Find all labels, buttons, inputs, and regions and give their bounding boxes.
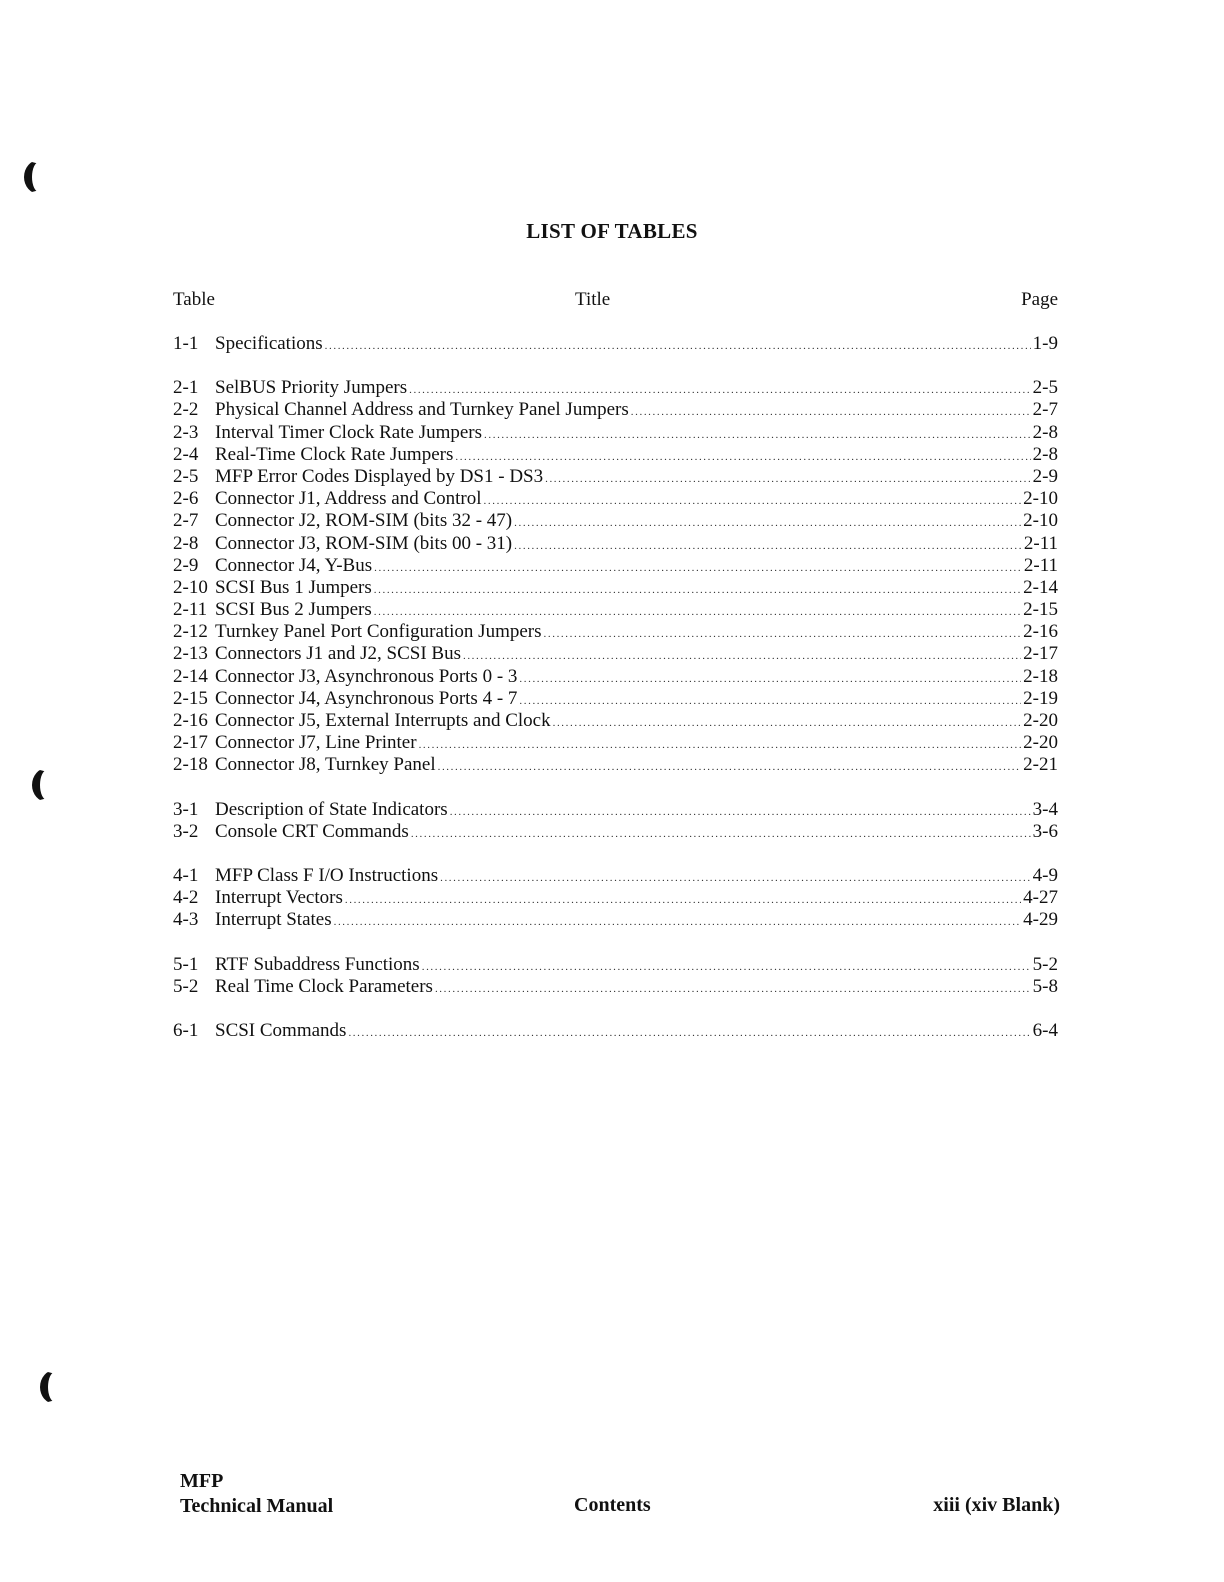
table-number: 5-2	[173, 975, 199, 997]
table-title: Connector J3, ROM-SIM (bits 00 - 31)	[215, 532, 513, 554]
table-number: 2-18	[173, 754, 208, 776]
table-title: SelBUS Priority Jumpers	[215, 377, 408, 399]
column-header-title: Title	[575, 289, 611, 310]
table-number: 2-5	[173, 465, 199, 487]
table-page: 2-11	[1023, 532, 1058, 554]
table-title: SCSI Bus 1 Jumpers	[215, 576, 372, 598]
table-number: 2-10	[173, 576, 208, 598]
dot-leader	[438, 756, 1022, 778]
table-page: 6-4	[1032, 1019, 1058, 1041]
table-title: Connector J8, Turnkey Panel	[215, 754, 436, 776]
table-page: 2-9	[1032, 465, 1058, 487]
toc-group	[173, 799, 1058, 843]
list-item	[173, 954, 1058, 976]
table-number: 2-2	[173, 399, 199, 421]
list-item	[173, 821, 1058, 843]
table-number: 3-2	[173, 820, 199, 842]
list-item	[173, 710, 1058, 732]
table-number: 4-1	[173, 864, 199, 886]
table-page: 2-17	[1023, 643, 1058, 665]
table-number: 2-16	[173, 710, 208, 731]
binder-hole-mark	[24, 160, 54, 194]
table-page: 2-5	[1032, 377, 1058, 399]
table-number: 2-3	[173, 421, 199, 443]
table-title: Connector J4, Y-Bus	[215, 554, 373, 576]
table-number: 2-13	[173, 643, 208, 665]
list-item	[173, 399, 1058, 421]
table-number: 2-6	[173, 488, 199, 510]
table-title: Connector J7, Line Printer	[215, 732, 417, 754]
table-title: Turnkey Panel Port Configuration Jumpers	[215, 621, 542, 643]
table-title: Interrupt Vectors	[215, 887, 343, 909]
table-list	[173, 333, 1058, 1064]
table-number: 3-1	[173, 798, 199, 820]
table-number: 2-11	[173, 599, 208, 621]
table-title: Interrupt States	[215, 909, 332, 931]
footer-product: MFP	[180, 1470, 224, 1492]
table-number: 2-4	[173, 443, 199, 465]
table-number: 2-15	[173, 687, 208, 709]
dot-leader	[484, 424, 1031, 446]
toc-group	[173, 1020, 1058, 1042]
toc-group	[173, 377, 1058, 776]
list-item	[173, 799, 1058, 821]
toc-group	[173, 333, 1058, 355]
table-title: Connector J5, External Interrupts and Clock	[215, 710, 551, 731]
table-title: RTF Subaddress Functions	[215, 953, 420, 975]
dot-leader	[519, 690, 1021, 712]
table-title: Physical Channel Address and Turnkey Panel Jumpers	[215, 399, 629, 421]
dot-leader	[463, 645, 1021, 667]
table-title: Connector J1, Address and Control	[215, 488, 482, 510]
list-item	[173, 976, 1058, 998]
table-number: 2-12	[173, 621, 208, 643]
toc-group	[173, 954, 1058, 998]
table-page: 4-9	[1032, 864, 1058, 886]
dot-leader	[411, 823, 1031, 845]
table-page: 3-4	[1032, 798, 1058, 820]
table-page: 2-10	[1023, 488, 1058, 510]
table-title: SCSI Commands	[215, 1019, 347, 1041]
table-title: MFP Class F I/O Instructions	[215, 864, 439, 886]
list-item	[173, 754, 1058, 776]
table-title: Specifications	[215, 333, 323, 354]
dot-leader	[519, 668, 1021, 690]
table-page: 2-18	[1023, 665, 1058, 687]
dot-leader	[374, 557, 1022, 579]
table-title: SCSI Bus 2 Jumpers	[215, 599, 372, 621]
list-item	[173, 533, 1058, 555]
table-page: 2-14	[1023, 576, 1058, 598]
binder-hole-mark	[40, 1370, 70, 1404]
table-title: Description of State Indicators	[215, 798, 448, 820]
table-page: 2-16	[1023, 621, 1058, 643]
table-number: 4-2	[173, 887, 199, 909]
list-item	[173, 887, 1058, 909]
footer-manual-name	[180, 1469, 333, 1519]
table-page: 2-20	[1023, 732, 1058, 754]
table-title: MFP Error Codes Displayed by DS1 - DS3	[215, 465, 544, 487]
dot-leader	[325, 335, 1031, 357]
dot-leader	[450, 801, 1031, 823]
table-number: 2-9	[173, 554, 199, 576]
table-page: 4-29	[1023, 909, 1058, 931]
footer-section: Contents	[574, 1494, 651, 1516]
page-title: LIST OF TABLES	[526, 219, 698, 243]
dot-leader	[419, 734, 1022, 756]
table-page: 2-8	[1032, 443, 1058, 465]
table-page: 2-7	[1032, 399, 1058, 421]
table-page: 5-2	[1032, 953, 1058, 975]
dot-leader	[409, 379, 1031, 401]
table-number: 2-1	[173, 377, 199, 399]
dot-leader	[514, 535, 1022, 557]
dot-leader	[553, 712, 1022, 734]
dot-leader	[484, 490, 1022, 512]
table-title: Connectors J1 and J2, SCSI Bus	[215, 643, 461, 665]
table-number: 2-7	[173, 510, 199, 532]
table-page: 2-20	[1023, 710, 1058, 731]
list-item	[173, 688, 1058, 710]
table-title: Connector J4, Asynchronous Ports 4 - 7	[215, 687, 518, 709]
footer-page-number: xiii (xiv Blank)	[933, 1494, 1060, 1516]
list-item	[173, 377, 1058, 399]
table-title: Real Time Clock Parameters	[215, 975, 433, 997]
list-item	[173, 510, 1058, 532]
table-number: 2-8	[173, 532, 199, 554]
list-item	[173, 865, 1058, 887]
list-item	[173, 444, 1058, 466]
dot-leader	[544, 623, 1022, 645]
dot-leader	[334, 911, 1022, 933]
list-item	[173, 577, 1058, 599]
table-number: 2-14	[173, 665, 208, 687]
list-item	[173, 909, 1058, 931]
table-title: Connector J2, ROM-SIM (bits 32 - 47)	[215, 510, 513, 532]
column-header-page: Page	[1021, 289, 1058, 310]
list-item	[173, 333, 1058, 355]
dot-leader	[514, 512, 1021, 534]
dot-leader	[374, 601, 1021, 623]
dot-leader	[435, 978, 1031, 1000]
table-page: 2-10	[1023, 510, 1058, 532]
list-item	[173, 488, 1058, 510]
dot-leader	[455, 446, 1030, 468]
table-page: 1-9	[1032, 333, 1058, 354]
table-page: 2-11	[1023, 554, 1058, 576]
table-page: 3-6	[1032, 820, 1058, 842]
binder-hole-mark	[32, 768, 62, 802]
table-number: 6-1	[173, 1019, 199, 1041]
dot-leader	[422, 956, 1031, 978]
table-number: 2-17	[173, 732, 208, 754]
dot-leader	[374, 579, 1021, 601]
table-title: Connector J3, Asynchronous Ports 0 - 3	[215, 665, 518, 687]
list-item	[173, 666, 1058, 688]
dot-leader	[348, 1022, 1030, 1044]
list-item	[173, 643, 1058, 665]
list-item	[173, 732, 1058, 754]
table-title: Real-Time Clock Rate Jumpers	[215, 443, 454, 465]
dot-leader	[545, 468, 1031, 490]
table-number: 1-1	[173, 333, 199, 354]
list-item	[173, 466, 1058, 488]
table-title: Interval Timer Clock Rate Jumpers	[215, 421, 483, 443]
column-header-table: Table	[173, 289, 215, 310]
table-page: 2-21	[1023, 754, 1058, 776]
table-title: Console CRT Commands	[215, 820, 409, 842]
dot-leader	[631, 401, 1031, 423]
toc-group	[173, 865, 1058, 932]
table-page: 2-15	[1023, 599, 1058, 621]
table-number: 4-3	[173, 909, 199, 931]
dot-leader	[345, 889, 1021, 911]
dot-leader	[440, 867, 1031, 889]
list-item	[173, 599, 1058, 621]
list-item	[173, 555, 1058, 577]
table-page: 2-19	[1023, 687, 1058, 709]
table-page: 4-27	[1023, 887, 1058, 909]
table-number: 5-1	[173, 953, 199, 975]
list-item	[173, 621, 1058, 643]
list-item	[173, 422, 1058, 444]
table-page: 5-8	[1032, 975, 1058, 997]
table-page: 2-8	[1032, 421, 1058, 443]
list-item	[173, 1020, 1058, 1042]
footer-manual: Technical Manual	[180, 1495, 334, 1517]
